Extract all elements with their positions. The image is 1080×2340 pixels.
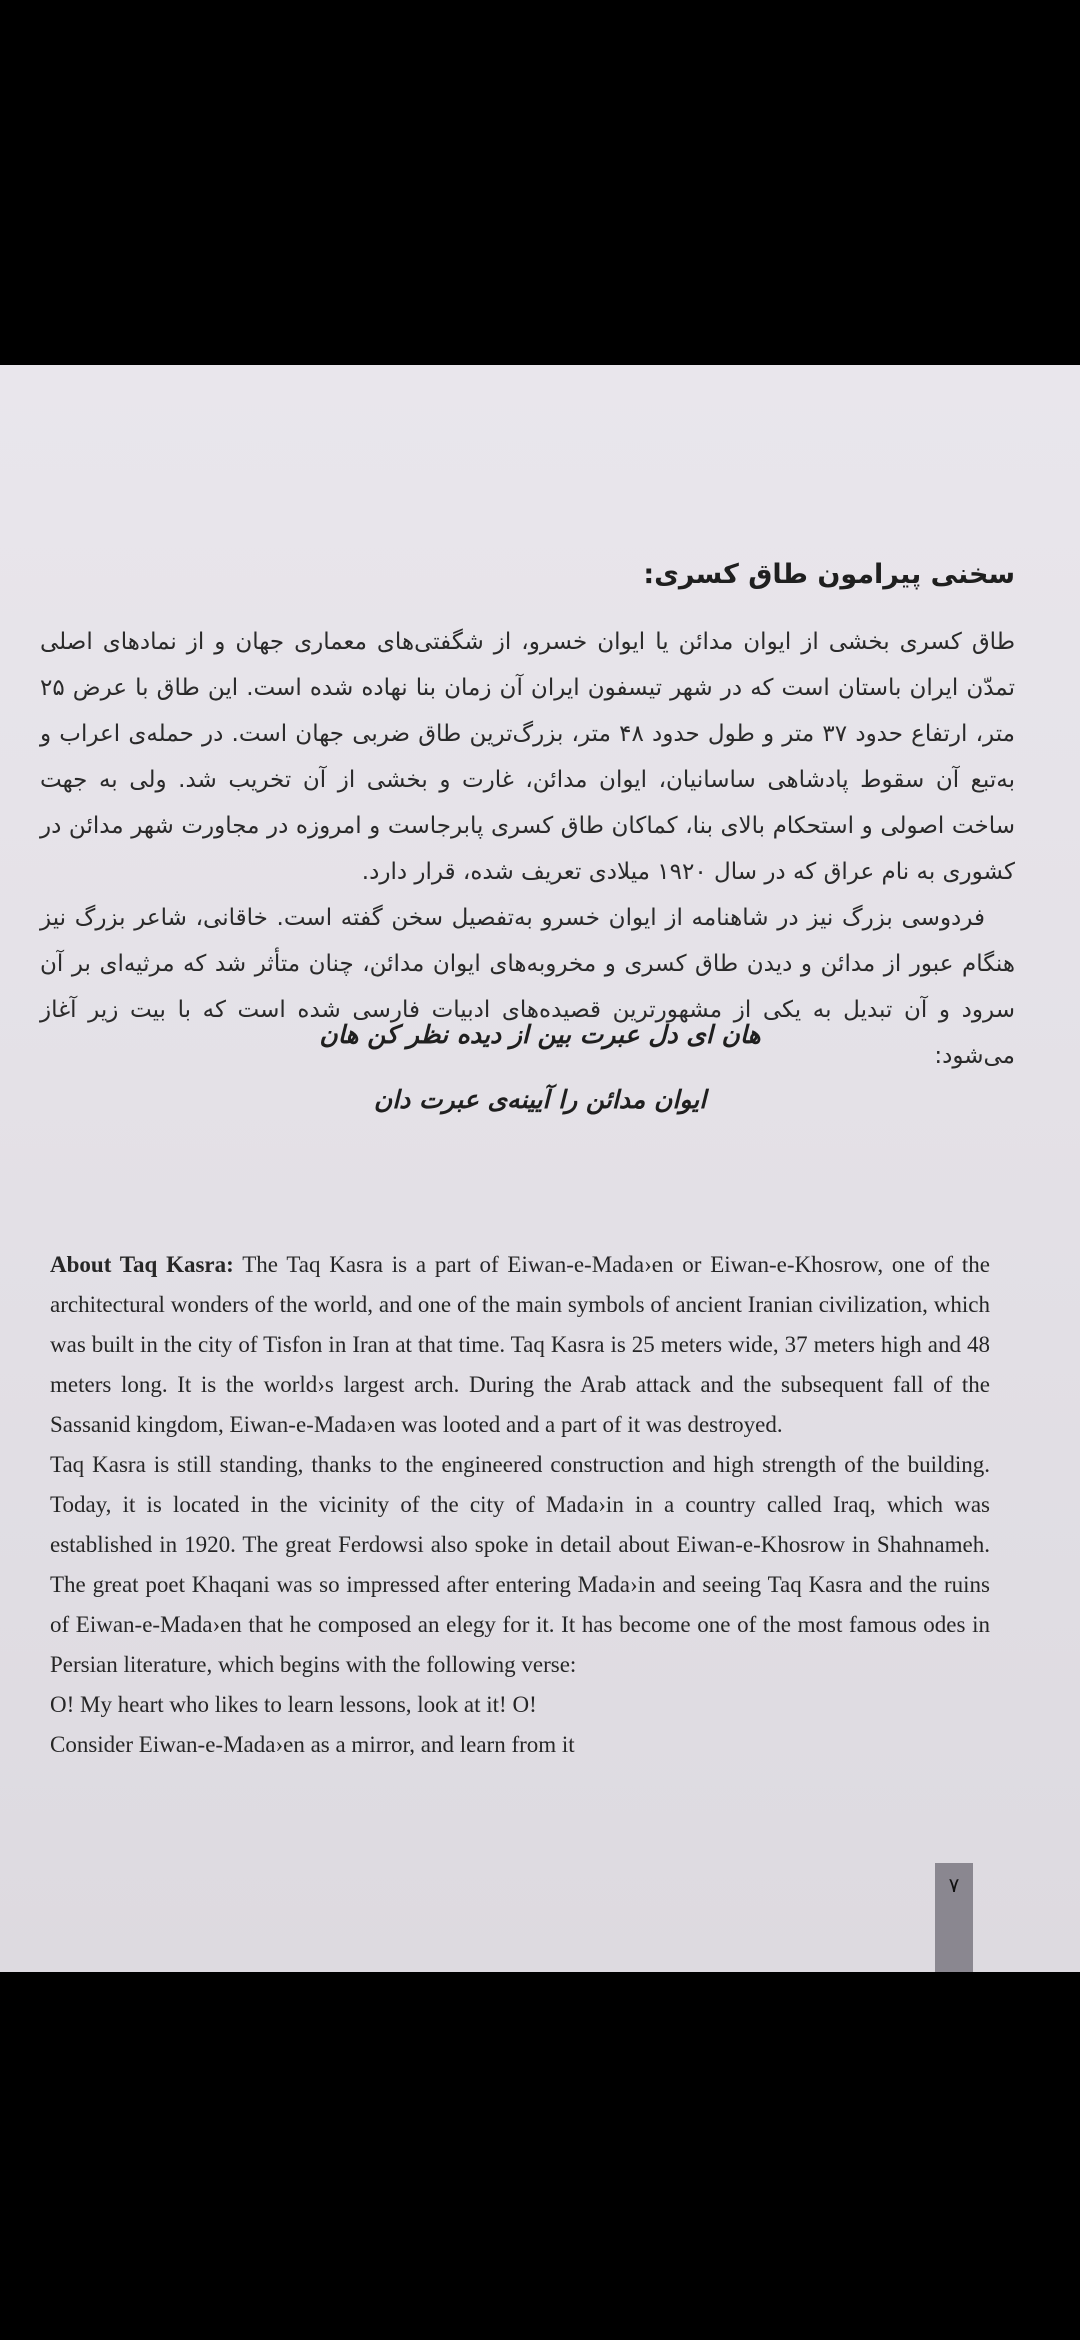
english-paragraph-1 <box>50 1245 990 1445</box>
persian-paragraph-2: فردوسی بزرگ نیز در شاهنامه از ایوان خسرو به‌تفصیل سخن گفته است. خاقانی، شاعر بزرگ نیز هنگام عبور از مدائن و دیدن طاق کسری و مخروبه‌های ایوان مدائن، چنان متأثر شد که مرثیه‌ای بر آن سرود و آن تبدیل به یکی از مشهورترین قصیده‌های ادبیات فارسی شده است که با بیت زیر آغاز می‌شود: <box>40 905 1015 1069</box>
english-paragraph-2: Taq Kasra is still standing, thanks to the engineered construction and high strength of the building. Today, it is located in the vicinity of the city of Mada›in in a country called Iraq, which was established in 1920. The great Ferdowsi also spoke in detail about Eiwan-e-Khosrow in Shahnameh. The great poet Khaqani was so impressed after entering Mada›in and seeing Taq Kasra and the ruins of Eiwan-e-Mada›en that he composed an elegy for it. It has become one of the most famous odes in Persian literature, which begins with the following verse: <box>50 1452 990 1677</box>
page-number-tab <box>935 1863 973 1972</box>
persian-heading: سخنی پیرامون طاق کسری: <box>643 559 1015 590</box>
english-section <box>50 1245 990 1765</box>
page-number: ۷ <box>948 1873 960 1897</box>
persian-paragraph-1: طاق کسری بخشی از ایوان مدائن یا ایوان خسرو، از شگفتی‌های معماری جهان و از نمادهای اصلی تمدّن ایران باستان است که در شهر تیسفون ایران آن زمان بنا نهاده شده است. این طاق با عرض ۲۵ متر، ارتفاع حدود ۳۷ متر و طول حدود ۴۸ متر، بزرگ‌ترین طاق ضربی جهان است. در حمله‌ی اعراب و به‌تبع آن سقوط پادشاهی ساسانیان، ایوان مدائن، غارت و بخشی از آن تخریب شد. ولی به جهت ساخت اصولی و استحکام بالای بنا، کماکان طاق کسری پابرجاست و امروزه در مجاورت شهر مدائن در کشوری به نام عراق که در سال ۱۹۲۰ میلادی تعریف شده، قرار دارد. <box>40 629 1015 885</box>
document-page <box>0 365 1080 1972</box>
persian-verse-line-1: هان ای دل عبرت بین از دیده نظر کن هان <box>319 1020 761 1049</box>
persian-verse-line-2: ایوان مدائن را آیینه‌ی عبرت دان <box>373 1085 707 1114</box>
persian-section <box>40 555 1015 1079</box>
english-paragraph-1-text: The Taq Kasra is a part of Eiwan-e-Mada›en or Eiwan-e-Khosrow, one of the architectural wonders of the world, and one of the main symbols of ancient Iranian civilization, which was built in the city of Tisfon in Iran at that time. Taq Kasra is 25 meters wide, 37 meters high and 48 meters long. It is the world›s largest arch. During the Arab attack and the subsequent fall of the Sassanid kingdom, Eiwan-e-Mada›en was looted and a part of it was destroyed. <box>50 1252 990 1437</box>
english-verse-line-2: Consider Eiwan-e-Mada›en as a mirror, and learn from it <box>50 1732 575 1757</box>
english-verse-line-1: O! My heart who likes to learn lessons, look at it! O! <box>50 1692 537 1717</box>
english-label: About Taq Kasra: <box>50 1252 234 1277</box>
